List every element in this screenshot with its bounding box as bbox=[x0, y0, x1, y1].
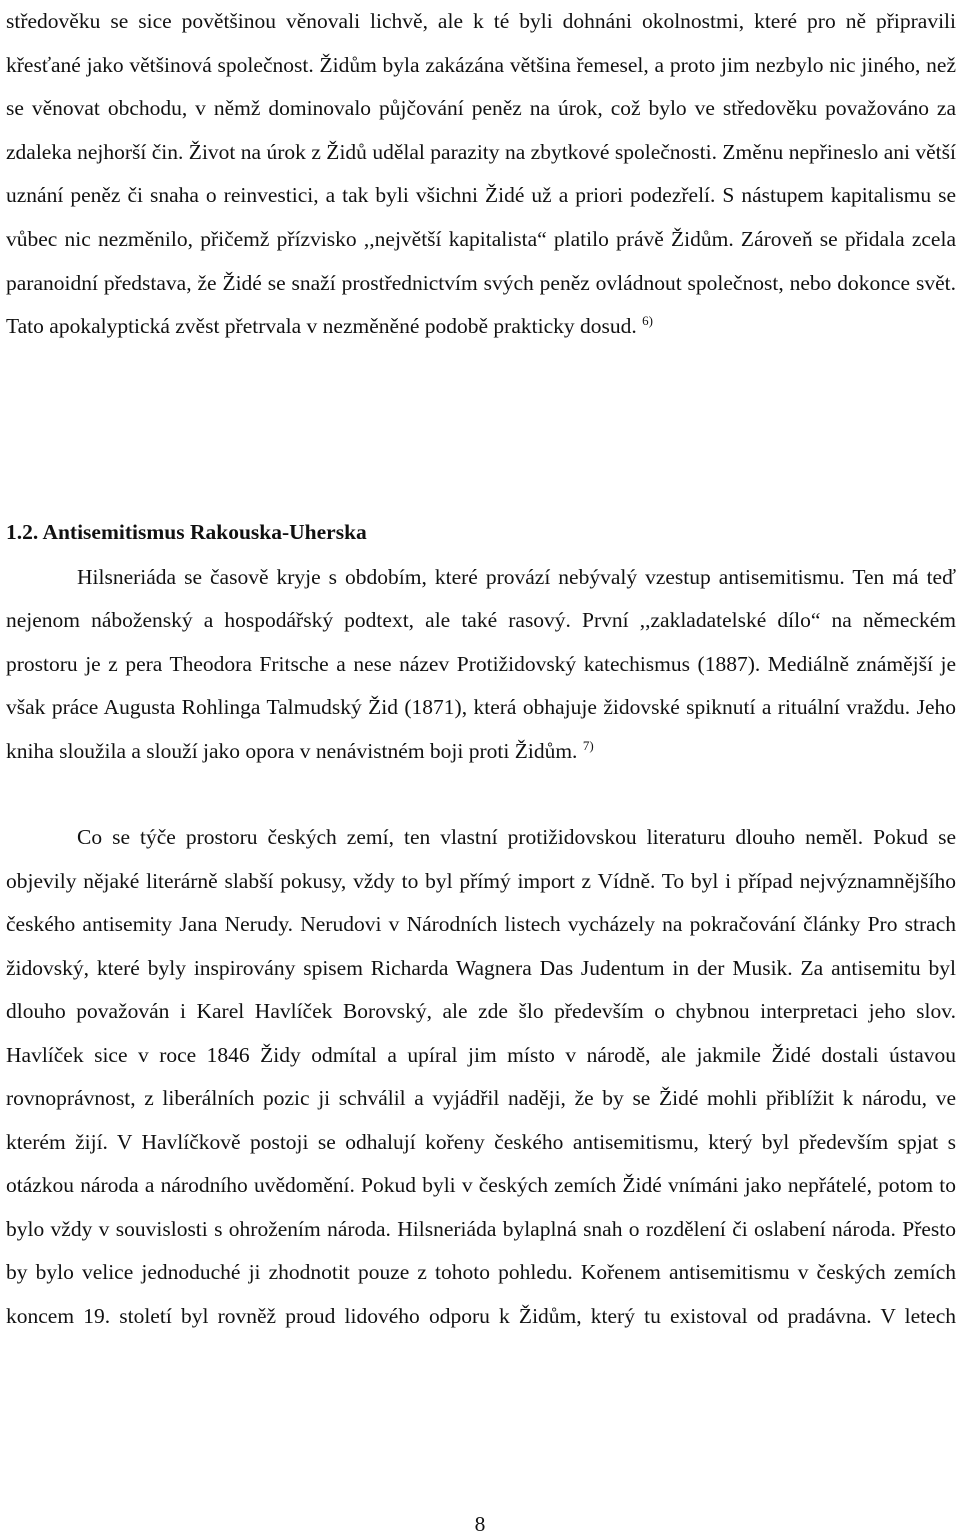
section-heading: 1.2. Antisemitismus Rakouska-Uherska bbox=[6, 520, 367, 544]
page-number: 8 bbox=[474, 1512, 486, 1536]
paragraph-intro bbox=[6, 0, 956, 349]
paragraph-czech-lands bbox=[6, 816, 956, 1338]
footnote-ref-6[interactable]: 6) bbox=[642, 313, 653, 329]
footnote-ref-7[interactable]: 7) bbox=[582, 737, 594, 753]
paragraph-hilsneriada bbox=[6, 556, 956, 773]
paragraph-hilsneriada-text: Hilsneriáda se časově kryje s obdobím, které provází nebývalý vzestup antisemitismu. Ten má teď nejenom náboženský a hospodářský podtext, ale také rasový. První ,,zakladatelské dílo“ na německém prostoru je z pera Theodora Fritsche a nese název Protižidovský katechismus (1887). Mediálně známější je však práce Augusta Rohlinga Talmudský Žid (1871), která obhajuje židovské spiknutí a rituální vraždu. Jeho kniha sloužila a slouží jako opora v nenávistném boji proti Židům. bbox=[6, 565, 956, 763]
paragraph-intro-text: středověku se sice povětšinou věnovali lichvě, ale k té byli dohnáni okolnostmi, které pro ně připravili křesťané jako většinová společnost. Židům byla zakázána většina řemesel, a proto jim nezbylo nic jiného, než se věnovat obchodu, v němž dominovalo půjčování peněz na úrok, což bylo ve středověku považováno za zdaleka nejhorší čin. Život na úrok z Židů udělal parazity na zbytkové společnosti. Změnu nepřineslo ani větší uznání peněz či snaha o reinvestici, a tak byli všichni Židé už a priori podezřelí. S nástupem kapitalismu se vůbec nic nezměnilo, přičemž přízvisko ,,největší kapitalista“ platilo právě Židům. Zároveň se přidala zcela paranoidní představa, že Židé se snaží prostřednictvím svých peněz ovládnout společnost, nebo dokonce svět. Tato apokalyptická zvěst přetrvala v nezměněné podobě prakticky dosud. bbox=[6, 9, 956, 339]
paragraph-czech-lands-text: Co se týče prostoru českých zemí, ten vlastní protižidovskou literaturu dlouho neměl. Pokud se objevily nějaké literárně slabší pokusy, vždy to byl přímý import z Vídně. To byl i případ nejvýznamnějšího českého antisemity Jana Nerudy. Nerudovi v Národních listech vycházely na pokračování články Pro strach židovský, které byly inspirovány spisem Richarda Wagnera Das Judentum in der Musik. Za antisemitu byl dlouho považován i Karel Havlíček Borovský, ale zde šlo především o chybnou interpretaci jeho slov. Havlíček sice v roce 1846 Židy odmítal a upíral jim místo v národě, ale jakmile Židé dostali ústavou rovnoprávnost, z liberálních pozic ji schválil a vyjádřil naději, že by se Židé mohli přiblížit k národu, ve kterém žijí. V Havlíčkově postoji se odhalují kořeny českého antisemitismu, který byl především spjat s otázkou národa a národního uvědomění. Pokud byli v českých zemích Židé vnímáni jako nepřátelé, potom to bylo vždy v souvislosti s ohrožením národa. Hilsneriáda bylaplná snah o rozdělení či oslabení národa. Přesto by bylo velice jednoduché ji zhodnotit pouze z tohoto pohledu. Kořenem antisemitismu v českých zemích koncem 19. století byl rovněž proud lidového odporu k Židům, který tu existoval od pradávna. V letech bbox=[6, 825, 956, 1328]
